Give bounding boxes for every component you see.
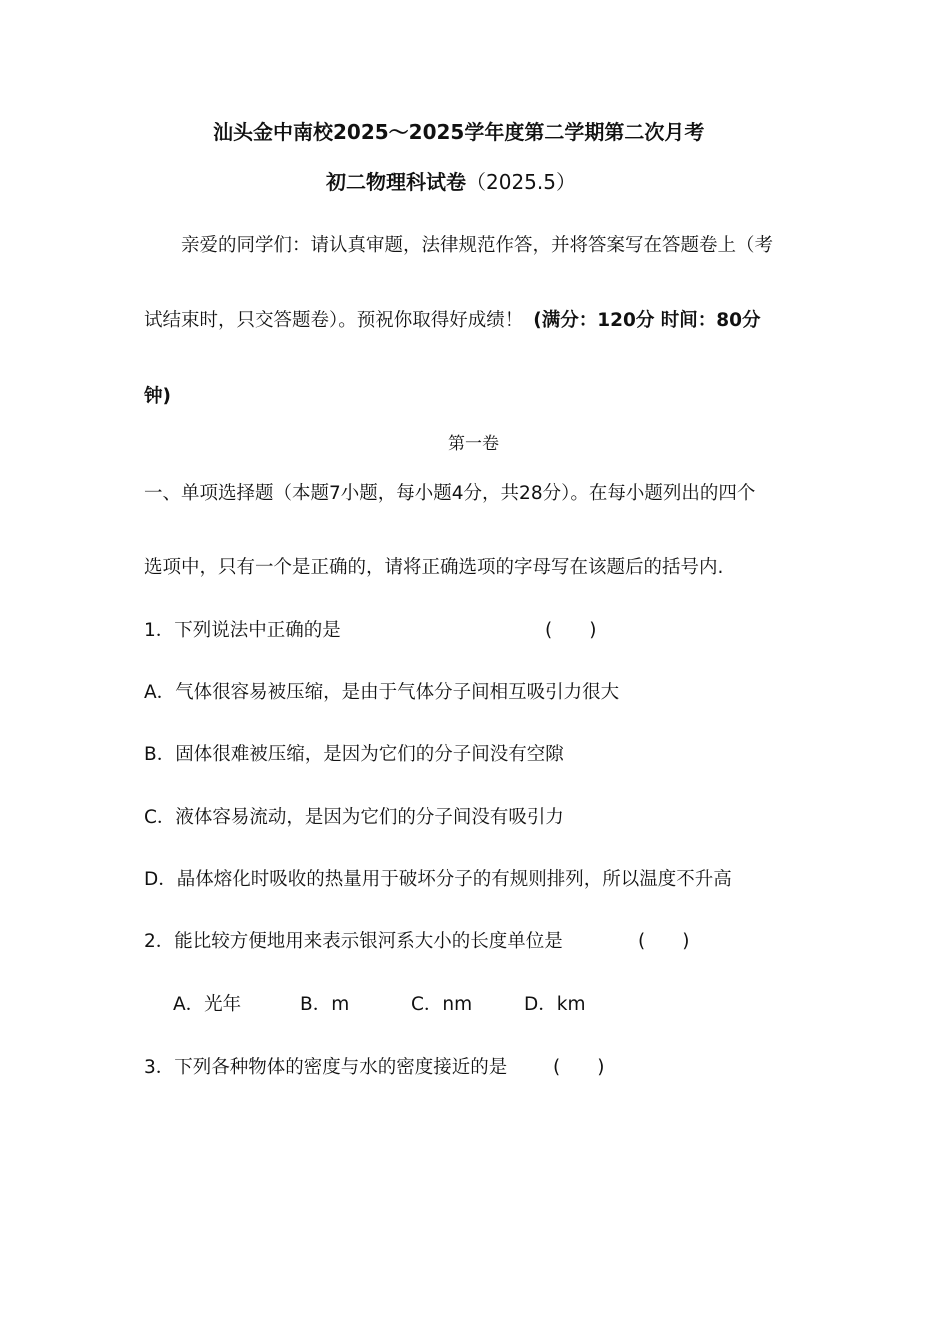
subject-title: 初二物理科试卷	[326, 170, 466, 194]
exam-title-line1: 汕头金中南校2025～2025学年度第二学期第二次月考	[213, 120, 705, 144]
section-heading-line1: 一、单项选择题（本题7小题，每小题4分，共28分）。在每小题列出的四个	[144, 483, 756, 504]
exam-date: （2025.5）	[466, 170, 576, 194]
intro-line2-text: 试结束时，只交答题卷）。预祝你取得好成绩！	[144, 310, 524, 331]
question-1-stem: 1．下列说法中正确的是	[144, 620, 341, 641]
question-3-answer-paren: ( )	[553, 1057, 605, 1078]
volume-label: 第一卷	[448, 434, 499, 454]
question-1-answer-paren: ( )	[545, 620, 597, 641]
question-1-option-d: D．晶体熔化时吸收的热量用于破坏分子的有规则排列，所以温度不升高	[144, 869, 732, 890]
question-1-option-b: B．固体很难被压缩，是因为它们的分子间没有空隙	[144, 744, 564, 765]
question-2-option-a: A．光年	[173, 994, 242, 1015]
section-heading-line2: 选项中，只有一个是正确的，请将正确选项的字母写在该题后的括号内.	[144, 557, 724, 578]
question-2-option-d: D．km	[524, 994, 586, 1015]
question-2-stem: 2．能比较方便地用来表示银河系大小的长度单位是	[144, 931, 563, 952]
intro-line3: 钟)	[144, 386, 171, 407]
question-2-option-b: B．m	[300, 994, 350, 1015]
intro-line1: 亲爱的同学们：请认真审题，法律规范作答，并将答案写在答题卷上（考	[181, 235, 774, 256]
question-2-option-c: C．nm	[411, 994, 473, 1015]
exam-title-line2	[326, 172, 576, 194]
question-3-stem: 3．下列各种物体的密度与水的密度接近的是	[144, 1057, 508, 1078]
question-1-option-c: C．液体容易流动，是因为它们的分子间没有吸引力	[144, 807, 564, 828]
score-time-info: (满分：120分 时间：80分	[533, 310, 761, 331]
question-2-answer-paren: ( )	[638, 931, 690, 952]
question-1-option-a: A．气体很容易被压缩，是由于气体分子间相互吸引力很大	[144, 682, 620, 703]
intro-line2	[144, 312, 761, 331]
